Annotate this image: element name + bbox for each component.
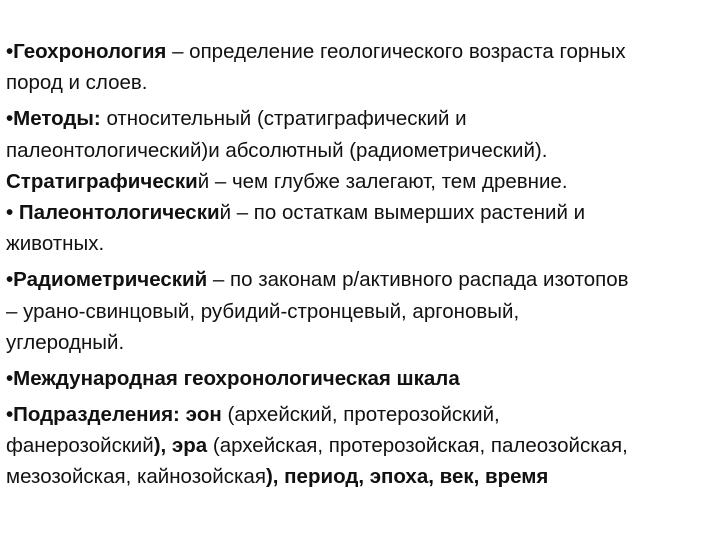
- term-stratigraphic: Стратиграфически: [6, 169, 198, 193]
- p3-line1-text: й – по остаткам вымерших растений и: [219, 200, 586, 224]
- p6-line2-text-a: фанерозойский: [6, 434, 154, 458]
- p3-line1: [6, 197, 720, 228]
- p6-line3: [6, 461, 720, 492]
- p2-line3: [6, 166, 720, 197]
- p2-line1-text: относительный (стратиграфический и: [100, 107, 467, 131]
- p6-line3-text: мезозойская, кайнозойская: [6, 465, 266, 489]
- p3-line2-text: животных.: [6, 232, 105, 256]
- p1-line2-text: пород и слоев.: [6, 71, 148, 95]
- p4-line2-text: – урано-свинцовый, рубидий-стронцевый, аргоновый,: [6, 299, 520, 323]
- p6-line1-text: (архейский, протерозойский,: [221, 403, 500, 427]
- p4-line3-text: углеродный.: [6, 330, 125, 354]
- term-radiometric: •Радиометрический: [6, 268, 208, 292]
- p4-line3: [6, 327, 720, 358]
- term-period-epoch-age-time: ), период, эпоха, век, время: [265, 465, 549, 489]
- p6-line1: [6, 399, 720, 430]
- term-methods: •Методы:: [6, 107, 101, 131]
- p4-line1: [6, 264, 720, 295]
- p1-line2: [6, 67, 720, 98]
- p1-line1-text: – определение геологического возраста горных: [166, 40, 626, 63]
- p4-line2: [6, 296, 720, 327]
- p2-line1: [6, 103, 720, 134]
- p2-line2: [6, 135, 720, 166]
- p3-line2: [6, 228, 720, 259]
- p1-line1: [6, 36, 720, 67]
- p2-line2-text: палеонтологический)и абсолютный (радиометрический).: [6, 138, 548, 162]
- p5-line1: [6, 363, 720, 394]
- text-block: [6, 36, 720, 493]
- p6-line2-text-b: (архейская, протерозойская, палеозойская,: [207, 434, 628, 458]
- term-era: ), эра: [153, 434, 208, 458]
- p6-line2: [6, 430, 720, 461]
- term-paleontological: • Палеонтологически: [6, 200, 220, 224]
- term-subdivisions: •Подразделения: эон: [6, 403, 222, 427]
- p2-line3-text: й – чем глубже залегают, тем древние.: [197, 169, 568, 193]
- p4-line1-text: – по законам р/активного распада изотопов: [207, 268, 629, 292]
- term-geochronology: •Геохронология: [6, 40, 167, 63]
- term-international-scale: •Международная геохронологическая шкала: [6, 366, 460, 390]
